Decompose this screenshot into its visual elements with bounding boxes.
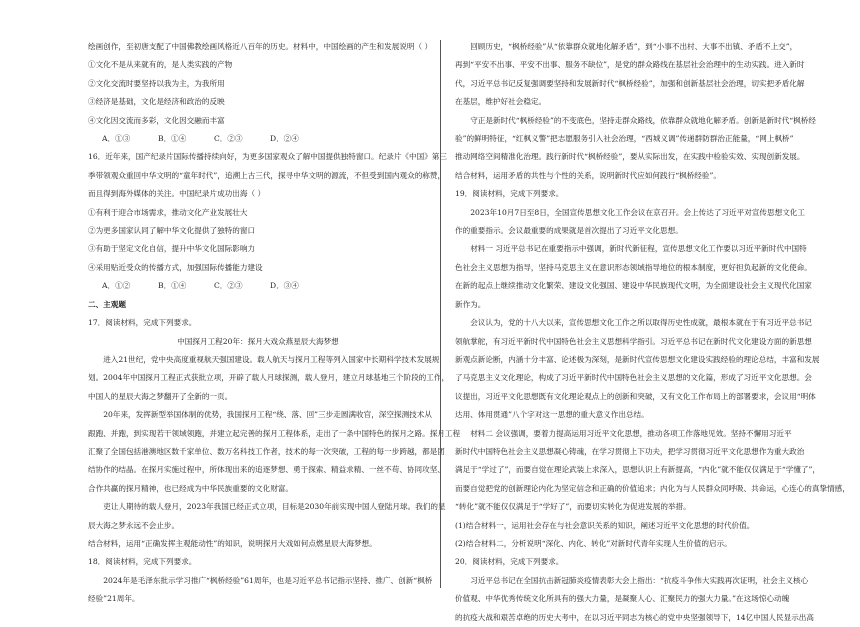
q16-option-item: ②为更多国家认同了解中华文化提供了独特的窗口 [88, 226, 256, 236]
q20-heading: 20．阅读材料，完成下列要求。 [455, 557, 564, 567]
q17-heading: 17．阅读材料，完成下列要求。 [88, 318, 197, 328]
q19-heading: 19．阅读材料，完成下列要求。 [455, 189, 564, 199]
q17-paragraph-line: 汇聚了全国包括港澳地区数千家单位、数万名科技工作者，技术的每一次突破，工程的每一步跨越，都是团 [88, 446, 445, 456]
q19-material2-line: “转化”就不能仅仅满足于“学好了”，而要切实转化为促进发展的举措。 [455, 502, 691, 512]
q19-material2-line: 材料二 会议强调，要着力提高运用习近平文化思想，推动各项工作落地见效。坚持不懈用习近平 [470, 428, 792, 438]
q17-paragraph-line: 中国人的星辰大海之梦翻开了全新的一页。 [88, 391, 233, 401]
q17-paragraph-line: 结协作的结晶。在探月实施过程中，所体现出来的追逐梦想、勇于探索、精益求精、一丝不苟、协同攻坚、 [88, 465, 445, 475]
q18-paragraph-line: 在基层，维护好社会稳定。 [455, 97, 547, 107]
choice-d[interactable]: D．③④ [270, 281, 299, 291]
q15-option-item: ④文化因交流而多彩，文化因交融而丰富 [88, 115, 225, 125]
q15-choices [88, 130, 428, 148]
choice-b[interactable]: B．①④ [158, 134, 187, 144]
right-column [455, 38, 850, 627]
choice-b[interactable]: B．①④ [158, 281, 187, 291]
q18-heading: 18．阅读材料，完成下列要求。 [88, 557, 197, 567]
q18-paragraph-line: 回顾历史，“枫桥经验”从“依靠群众就地化解矛盾”，到“小事不出村、大事不出镇、矛盾不上交”， [470, 42, 798, 51]
q18-paragraph-line: 2024年是毛泽东批示学习推广“枫桥经验”61周年，也是习近平总书记指示坚持、推广、创新“枫桥 [103, 575, 433, 585]
section-heading: 二、主观题 [88, 299, 126, 309]
q19-material1-line: 领航掌舵，有习近平新时代中国特色社会主义思想科学指引。习近平总书记在新时代文化建设方面的新思想 [455, 336, 812, 346]
choice-a[interactable]: A．①③ [102, 134, 131, 144]
q15-option-item: ③经济是基础，文化是经济和政治的反映 [88, 97, 225, 107]
choice-c[interactable]: C．②③ [214, 281, 243, 291]
q15-option-item: ①文化不是从来就有的，是人类实践的产物 [88, 60, 233, 70]
q19-material1-line: 议提出，习近平文化思想既有文化理论观点上的创新和突破，又有文化工作布局上的部署要求，会议用“明体 [455, 391, 816, 401]
q17-paragraph-line: 合作共赢的探月精神，也已经成为中华民族重要的文化财富。 [88, 483, 294, 493]
q19-material1-line: 达用、体用贯通”八个字对这一思想的重大意义作出总结。 [455, 410, 649, 420]
choice-a[interactable]: A．①② [102, 281, 131, 291]
q20-paragraph-line: 习近平总书记在全国抗击新冠肺炎疫情表彰大会上指出：“抗疫斗争伟大实践再次证明，社会主义核心 [470, 575, 809, 585]
q20-paragraph-line: 的抗疫大战和艰苦卓绝的历史大考中，在以习近平同志为核心的党中央坚强领导下，14亿中国人民显示出高 [455, 612, 814, 622]
column-divider [440, 40, 441, 588]
q17-task: 结合材料，运用“正确发挥主观能动性”的知识，说明探月大戏如何点燃星辰大海梦想。 [88, 538, 377, 548]
q19-intro-line: 2023年10月7日至8日，全国宣传思想文化工作会议在京召开。会上传达了习近平对宣传思想文化工 [470, 207, 805, 217]
choice-c[interactable]: C．②③ [214, 134, 243, 144]
q19-task-2: (2)结合材料二，分析说明“深化、内化、转化”对新时代青年实现人生价值的启示。 [455, 538, 732, 548]
q17-title: 中国探月工程20年：探月大戏众燕星辰大海梦想 [177, 336, 339, 346]
q17-paragraph-line: 划。2004年中国探月工程正式获批立项，开辟了载人月球探测，载人登月，建立月球基地三个阶段的工作， [88, 373, 450, 383]
q18-paragraph-line: 再到“平安不出事、平安不出事、服务不缺位”，是党的群众路线在基层社会治理中的生动实践。进入新时 [455, 60, 805, 70]
left-column [88, 38, 461, 609]
q19-material1-line: 新作为。 [455, 299, 486, 309]
q16-option-item: ③有助于坚定文化自信，提升中华文化国际影响力 [88, 244, 256, 254]
q17-paragraph-line: 吏让人期待的载人登月，2023年我国已经正式立项，目标是2030年前实现中国人登陆月球。我们的星 [103, 502, 446, 512]
q18-paragraph-line: 守正是新时代“枫桥经验”的不变底色，坚持走群众路线，依靠群众就地化解矛盾。创新是新时代“枫桥经 [470, 115, 816, 125]
q19-intro-line: 作的重要指示。会议最重要的成果就是首次提出了习近平文化思想。 [455, 226, 683, 236]
q19-task-1: (1)结合材料一，运用社会存在与社会意识关系的知识，阐述习近平文化思想的时代价值。 [455, 520, 755, 530]
q17-paragraph-line: 辰大海之梦永远不会止步。 [88, 520, 180, 530]
q19-material1-line: 色社会主义思想为指导，坚持马克思主义在意识形态领域指导地位的根本制度，更好担负起新的文化使命。 [455, 262, 812, 272]
choice-d[interactable]: D．②④ [270, 134, 299, 144]
q18-paragraph-line: 推动网络空间精准化治理。践行新时代“枫桥经验”，要从实际出发，在实践中检验实效、实现创新发展。 [455, 152, 805, 162]
q19-material1-line: 材料一 习近平总书记在重要指示中强调，新时代新征程，宣传思想文化工作要以习近平新时代中国特 [470, 244, 807, 254]
q19-material2-line: 新时代中国特色社会主义思想凝心铸魂，在学习贯彻上下功夫，把学习贯彻习近平文化思想作为重大政治 [455, 446, 805, 456]
q17-paragraph-line: 跟跑、并跑，到实现若干领域领跑，并建立起完善的探月工程体系，走出了一条中国特色的探月之路。探月工程 [88, 428, 461, 438]
q16-choices [88, 277, 428, 295]
q19-material1-line: 了马克思主义文化理论，构成了习近平新时代中国特色社会主义思想的文化篇，形成了习近平文化思想。会 [455, 373, 812, 383]
q16-stem: 而且得到海外媒体的关注。中国纪录片成功出海（ ） [88, 189, 266, 199]
q16-stem: 16．近年来，国产纪录片国际传播持续向好，为更多国家观众了解中国提供独特窗口。纪录片《中国》第三 [88, 152, 447, 162]
q19-material2-line: 满足于“学过了”，而要自觉在理论武装上求深入，思想认识上有新提高，“内化”就不能仅仅满足于“学懂了”， [455, 465, 821, 475]
q16-option-item: ④采用贴近受众的传播方式，加强国际传播能力建设 [88, 262, 263, 272]
q16-option-item: ①有利于迎合市场需求，推动文化产业发展壮大 [88, 207, 248, 217]
q20-paragraph-line: 价值观、中华优秀传统文化所具有的强大力量，是凝聚人心、汇聚民力的强大力量。”在这场惊心动魄 [455, 594, 790, 604]
q19-material1-line: 会议认为，党的十八大以来，宣传思想文化工作之所以取得历史性成就，最根本就在于有习近平总书记 [470, 318, 812, 328]
q16-stem: 季带领观众重回中华文明的“童年时代”，追溯上古三代，探寻中华文明的源流，不但受到国内观众的称赞， [88, 170, 446, 180]
q19-material2-line: 而要自觉把党的创新理论内化为坚定信念和正确的价值追求；内化为与人民群众同呼吸、共命运，心连心的真挚情感， [455, 483, 850, 493]
q15-stem-tail: 绘画创作，至初唐支配了中国佛教绘画风格近八百年的历史。材料中，中国绘画的产生和发展说明（ ） [88, 42, 433, 51]
q18-paragraph-line: 验”的鲜明特征，“红枫义警”把志愿服务引入社会治理，“西城义调”传递群防群治正能量，“网上枫桥” [455, 134, 794, 144]
q18-paragraph-line: 代，习近平总书记反复强调要坚持和发展新时代“枫桥经验”，加强和创新基层社会治理，切实把矛盾化解 [455, 78, 805, 88]
q18-paragraph-line: 经验”21周年。 [88, 594, 140, 604]
q18-task: 结合材料，运用矛盾的共性与个性的关系，说明新时代应如何践行“枫桥经验”。 [455, 170, 721, 180]
q15-option-item: ②文化交流时要坚持以我为主，为我所用 [88, 78, 225, 88]
q19-material1-line: 在新的起点上继续推动文化繁荣、建设文化强国、建设中华民族现代文明，为全面建设社会主义现代化国家 [455, 281, 812, 291]
q17-paragraph-line: 20年来，发挥新型举国体制的优势，我国探月工程“绕、落、回”三步走圆满收官，深空探测技术从 [103, 410, 432, 420]
q19-material1-line: 新观点新论断，内涵十分丰富、论述极为深刻，是新时代宣传思想文化建设实践经验的理论总结，丰富和发展 [455, 354, 820, 364]
q17-paragraph-line: 进入21世纪，党中央高度重视航天强国建设。载人航天与探月工程等列入国家中长期科学技术发展规 [103, 354, 440, 364]
